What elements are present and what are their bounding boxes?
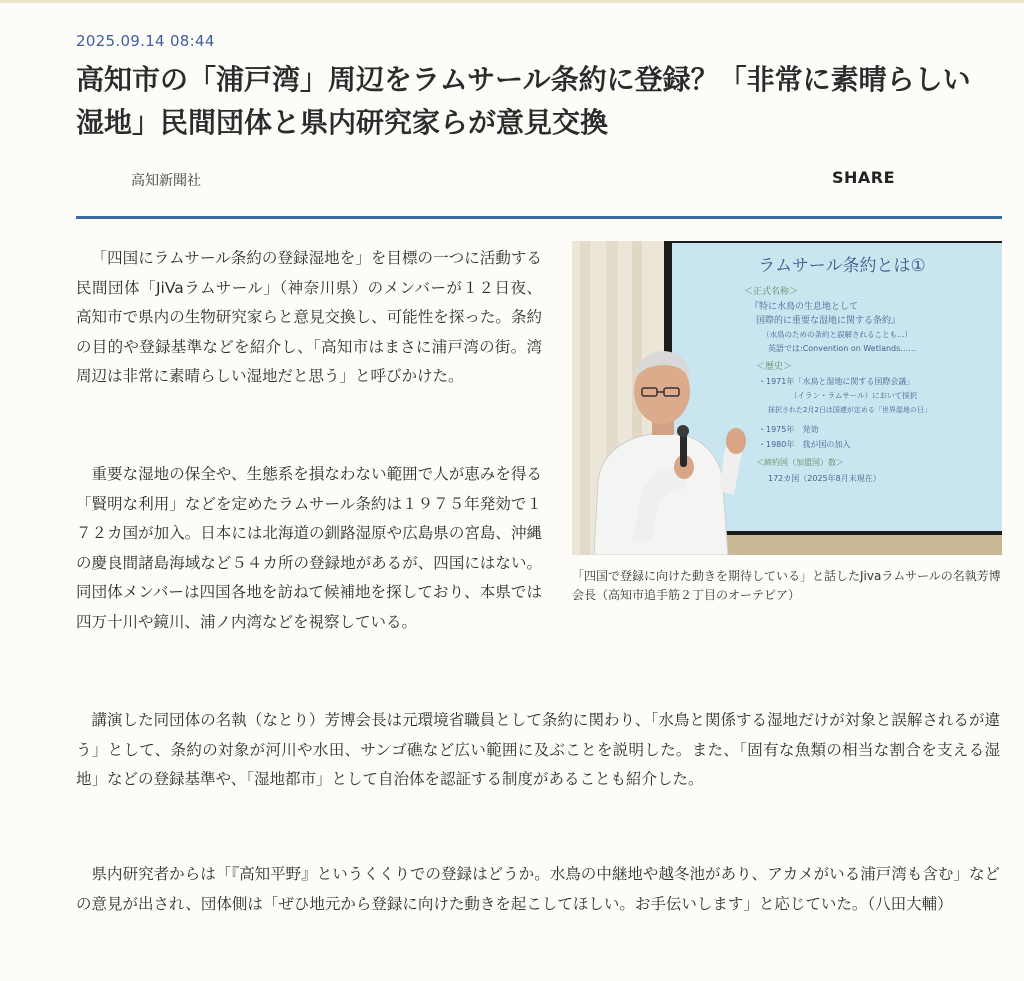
slide-line-11: ・1980年 我が国の加入: [758, 440, 851, 449]
article-paragraph-1: 「四国にラムサール条約の登録湿地を」を目標の一つに活動する民間団体「JiVaラムサール」（神奈川県）のメンバーが１２日夜、高知市で県内の生物研究家らと意見交換し、可能性を探った。条約の目的や登録基準などを紹介し、「高知市はまさに浦戸湾の街。湾周辺は非常に素晴らしい湿地だと思う」と呼びかけた。: [76, 249, 542, 385]
slide-line-7: ・1971年「水鳥と湿地に関する国際会議」: [758, 377, 915, 386]
article-paragraph-4: 県内研究者からは「『高知平野』というくくりでの登録はどうか。水鳥の中継地や越冬池があり、アカメがいる浦戸湾も含む」などの意見が出され、団体側は「ぜひ地元から登録に向けた動きを起こしてほしい。お手伝いします」と応じていた。（八田大輔）: [76, 865, 1000, 913]
slide-line-4: （水鳥のための条約と誤解されることも…）: [762, 330, 912, 339]
slide-line-12: ＜締約国（加盟国）数＞: [756, 458, 844, 467]
slide-line-2: 『特に水鳥の生息地として: [750, 302, 859, 312]
article-headline: 高知市の「浦戸湾」周辺をラムサール条約に登録？「非常に素晴らしい湿地」民間団体と県内研究家らが意見交換: [76, 63, 971, 139]
source-name: 高知新聞社: [131, 173, 201, 189]
header-divider: [76, 216, 1002, 219]
article-photo: [572, 241, 1002, 555]
slide-line-9: 採択された2月2日は国連が定める「世界湿地の日」: [768, 406, 931, 414]
slide-line-8: （イラン・ラムサール）において採択: [790, 391, 918, 400]
share-button[interactable]: SHARE: [832, 168, 896, 187]
slide-line-1: ＜正式名称＞: [744, 287, 799, 297]
slide-line-6: ＜歴史＞: [756, 362, 793, 372]
slide-line-13: 172カ国（2025年8月末現在）: [768, 474, 881, 483]
slide-title: ラムサール条約とは①: [758, 256, 926, 276]
top-border: [0, 0, 1024, 3]
slide-line-10: ・1975年 発効: [758, 425, 819, 434]
slide-line-5: 英語では:Convention on Wetlands……: [768, 344, 917, 353]
article-paragraph-3: 講演した同団体の名執（なとり）芳博会長は元環境省職員として条約に関わり、「水鳥と関係する湿地だけが対象と誤解されるが違う」として、条約の対象が河川や水田、サンゴ礁など広い範囲に及ぶことを説明した。また、「固有な魚類の相当な割合を支える湿地」などの登録基準や、「湿地都市」として自治体を認証する制度があることも紹介した。: [76, 711, 1000, 788]
photo-caption: 「四国で登録に向けた動きを期待している」と話したJivaラムサールの名執芳博会長（高知市追手筋２丁目のオーテピア）: [572, 569, 1001, 602]
article-paragraph-2: 重要な湿地の保全や、生態系を損なわない範囲で人が恵みを得る「賢明な利用」などを定めたラムサール条約は１９７５年発効で１７２カ国が加入。日本には北海道の釧路湿原や広島県の宮島、沖縄の慶良間諸島海域など５４カ所の登録地があるが、四国にはない。同団体メンバーは四国各地を訪ねて候補地を探しており、本県では四万十川や鏡川、浦ノ内湾などを視察している。: [76, 465, 542, 631]
slide-line-3: 国際的に重要な湿地に関する条約』: [756, 316, 901, 326]
publish-date: 2025.09.14 08:44: [76, 32, 215, 50]
